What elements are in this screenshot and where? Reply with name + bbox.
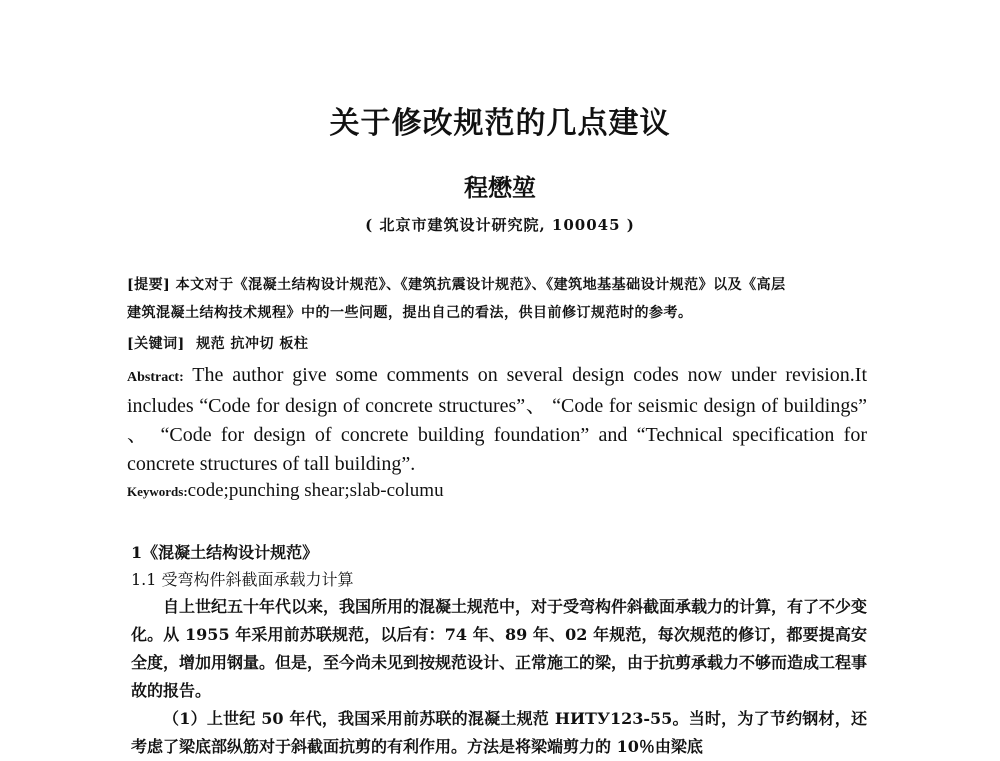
author-name: 程懋堃 xyxy=(464,173,536,202)
paragraph-1: 自上世纪五十年代以来，我国所用的混凝土规范中，对于受弯构件斜截面承载力的计算，有了不少变化。从 1955 年采用前苏联规范，以后有：74 年、89 年、02 年规范，每次规范的修订，都要提高安全度，增加用钢量。但是，至今尚未见到按规范设计、正常施工的梁，由于抗剪承载力不够而造成工程事故的报告。 xyxy=(131,597,868,700)
section-heading: 1《混凝土结构设计规范》 xyxy=(131,543,319,562)
keywords-en xyxy=(127,480,444,502)
keywords-en-text: code;punching shear;slab-columu xyxy=(187,480,444,501)
abstract-cn-line-2: 建筑混凝土结构技术规程》中的一些问题，提出自己的看法，供目前修订规范时的参考。 xyxy=(127,305,693,321)
abstract-cn-line-1 xyxy=(127,274,867,294)
paragraph-2: （1）上世纪 50 年代，我国采用前苏联的混凝土规范 НИТУ123-55。当时，为了节约钢材，还考虑了梁底部纵筋对于斜截面抗剪的有利作用。方法是将梁端剪力的 10％由梁底 xyxy=(131,709,867,756)
body-text xyxy=(131,593,867,761)
abstract-en-text: The author give some comments on several design codes now under revision.It includes “Code for design of concrete structures”、 “Code for seismic design of buildings” 、 “Code for design of concrete building foundation” and “Technical specification for concrete structures of tall building”. xyxy=(127,364,868,475)
keywords-cn-label: [关键词] xyxy=(127,336,185,352)
keywords-cn xyxy=(127,333,867,353)
abstract-en xyxy=(127,361,867,479)
keywords-cn-text: 规范 抗冲切 板柱 xyxy=(196,336,309,352)
keywords-en-label: Keywords: xyxy=(127,484,188,499)
abstract-en-label: Abstract: xyxy=(127,370,184,385)
abstract-cn-text-1: 本文对于《混凝土结构设计规范》、《建筑抗震设计规范》、《建筑地基基础设计规范》以及《高层 xyxy=(175,277,786,293)
subsection-heading: 1.1 受弯构件斜截面承载力计算 xyxy=(131,570,354,589)
affiliation: ( 北京市建筑设计研究院, 100045 ) xyxy=(365,216,635,234)
paper-title: 关于修改规范的几点建议 xyxy=(329,106,671,141)
abstract-cn-label: [提要] xyxy=(127,277,171,293)
